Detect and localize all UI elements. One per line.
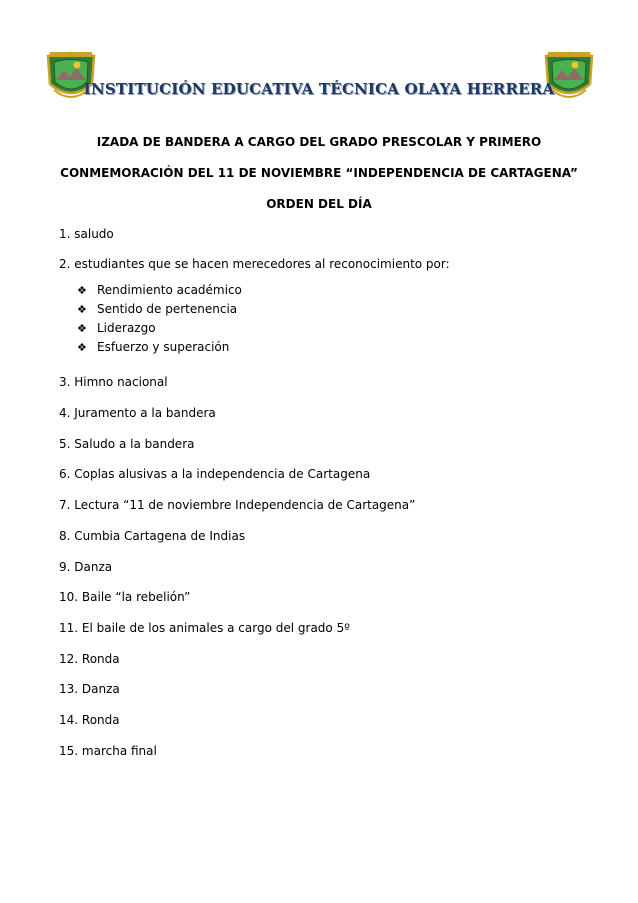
event-heading: IZADA DE BANDERA A CARGO DEL GRADO PRESCOLAR Y PRIMERO bbox=[96, 135, 542, 149]
agenda-item: 13. Danza bbox=[59, 682, 120, 696]
agenda-item-2: 2. estudiantes que se hacen merecedores al reconocimiento por: bbox=[59, 257, 450, 271]
diamond-bullet-icon: ❖ bbox=[77, 341, 87, 354]
agenda-item: 12. Ronda bbox=[59, 652, 120, 666]
recognition-bullet-text: Liderazgo bbox=[97, 321, 156, 335]
diamond-bullet-icon: ❖ bbox=[77, 303, 87, 316]
agenda-item: 9. Danza bbox=[59, 560, 113, 574]
agenda-item: 10. Baile “la rebelión” bbox=[59, 590, 191, 604]
commemoration-heading: CONMEMORACIÓN DEL 11 DE NOVIEMBRE “INDEPENDENCIA DE CARTAGENA” bbox=[60, 166, 578, 180]
recognition-bullet-text: Sentido de pertenencia bbox=[97, 302, 238, 316]
institution-title: INSTITUCIÓN EDUCATIVA TÉCNICA OLAYA HERRERA bbox=[83, 80, 555, 98]
recognition-bullet bbox=[77, 302, 237, 316]
agenda-item: 14. Ronda bbox=[59, 713, 120, 727]
agenda-item: 3. Himno nacional bbox=[59, 375, 168, 389]
recognition-bullet bbox=[77, 321, 156, 335]
recognition-bullet bbox=[77, 283, 242, 297]
agenda-item: 4. Juramento a la bandera bbox=[59, 406, 216, 420]
agenda-item: 6. Coplas alusivas a la independencia de Cartagena bbox=[59, 467, 371, 481]
agenda-item: 8. Cumbia Cartagena de Indias bbox=[59, 529, 246, 543]
agenda-heading: ORDEN DEL DÍA bbox=[266, 197, 372, 211]
agenda-item: 15. marcha final bbox=[59, 744, 157, 758]
agenda-item: 5. Saludo a la bandera bbox=[59, 437, 195, 451]
recognition-bullet-text: Rendimiento académico bbox=[97, 283, 242, 297]
agenda-item-1: 1. saludo bbox=[59, 227, 114, 241]
agenda-item: 11. El baile de los animales a cargo del grado 5º bbox=[59, 621, 350, 635]
agenda-item: 7. Lectura “11 de noviembre Independencia de Cartagena” bbox=[59, 498, 416, 512]
diamond-bullet-icon: ❖ bbox=[77, 284, 87, 297]
recognition-bullet bbox=[77, 340, 229, 354]
recognition-bullet-text: Esfuerzo y superación bbox=[97, 340, 230, 354]
diamond-bullet-icon: ❖ bbox=[77, 322, 87, 335]
document-header bbox=[0, 40, 638, 110]
